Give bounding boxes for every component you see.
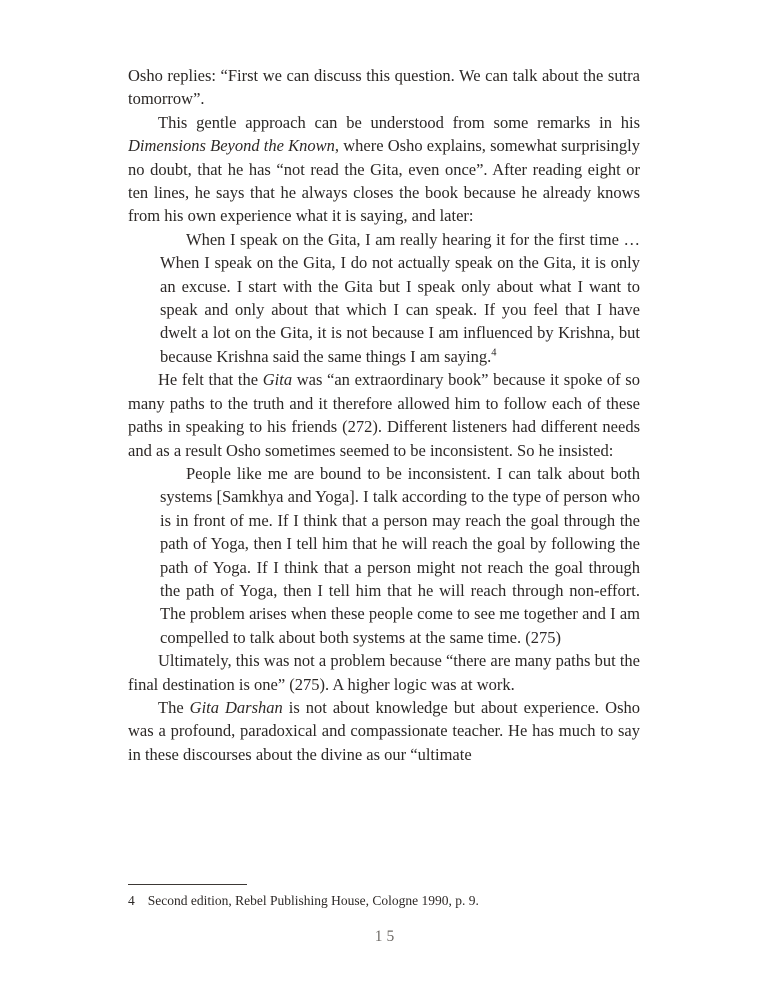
text-run: , where Osho explains, somewhat surprisingly no doubt, that he has “not read the Gita, even once”. After reading eight or ten lines, he says that he always closes the book because he already knows from his own experience what it is saying, and later: xyxy=(128,136,640,226)
text-run: He felt that the xyxy=(158,370,263,390)
text-run: This gentle approach can be understood from some remarks in his xyxy=(158,112,640,132)
text-run: Ultimately, this was not a problem because “there are many paths but the final destination is one” (275). A higher logic was at work. xyxy=(128,651,640,694)
page-number: 15 xyxy=(374,928,399,945)
text-run: People like me are bound to be inconsistent. I can talk about both systems [Samkhya and Yoga]. I talk according to the type of person who is in front of me. If I think that a person may reach the goal through the path of Yoga, then I tell him that he will reach the goal by following the path of Yoga. If I think that a person might not reach the goal through the path of Yoga, then I tell him that he will reach through non-effort. The problem arises when these people come to see me together and I am compelled to talk about both systems at the same time. (275) xyxy=(160,463,640,647)
text-run: was “an extraordinary book” because it spoke of so many paths to the truth and it therefore allowed him to follow each of these paths in speaking to his friends (272). Different listeners had different needs and as a result Osho sometimes seemed to be inconsistent. So he insisted: xyxy=(128,370,640,460)
paragraph xyxy=(128,696,640,766)
paragraph xyxy=(128,64,640,111)
text-run: is not about knowledge but about experience. Osho was a profound, paradoxical and compassionate teacher. He has much to say in these discourses about the divine as our “ultimate xyxy=(128,697,640,764)
text-run: Gita xyxy=(262,370,293,390)
blockquote xyxy=(160,228,640,368)
text-run: Gita Darshan xyxy=(189,697,283,717)
blockquote xyxy=(160,462,640,649)
page-content xyxy=(128,64,640,766)
footnote xyxy=(128,892,640,909)
paragraph xyxy=(128,368,640,462)
text-run: The xyxy=(158,697,190,717)
footnote-reference: 4 xyxy=(491,347,497,359)
footnote-marker: 4 xyxy=(128,893,135,908)
footnote-block xyxy=(128,884,640,909)
text-run: When I speak on the Gita, I am really hearing it for the first time … When I speak on the Gita, I do not actually speak on the Gita, it is only an excuse. I start with the Gita but I speak only about what I want to speak and only about that which I can speak. If you feel that I have dwelt a lot on the Gita, it is not because I am influenced by Krishna, but because Krishna said the same things I am saying. xyxy=(160,229,640,366)
text-run: Dimensions Beyond the Known xyxy=(128,136,335,156)
text-run: Osho replies: “First we can discuss this question. We can talk about the sutra tomorrow”. xyxy=(128,66,640,109)
paragraph xyxy=(128,111,640,228)
footnote-text: Second edition, Rebel Publishing House, Cologne 1990, p. 9. xyxy=(147,893,479,908)
footnote-rule xyxy=(128,884,247,885)
paragraph xyxy=(128,649,640,696)
